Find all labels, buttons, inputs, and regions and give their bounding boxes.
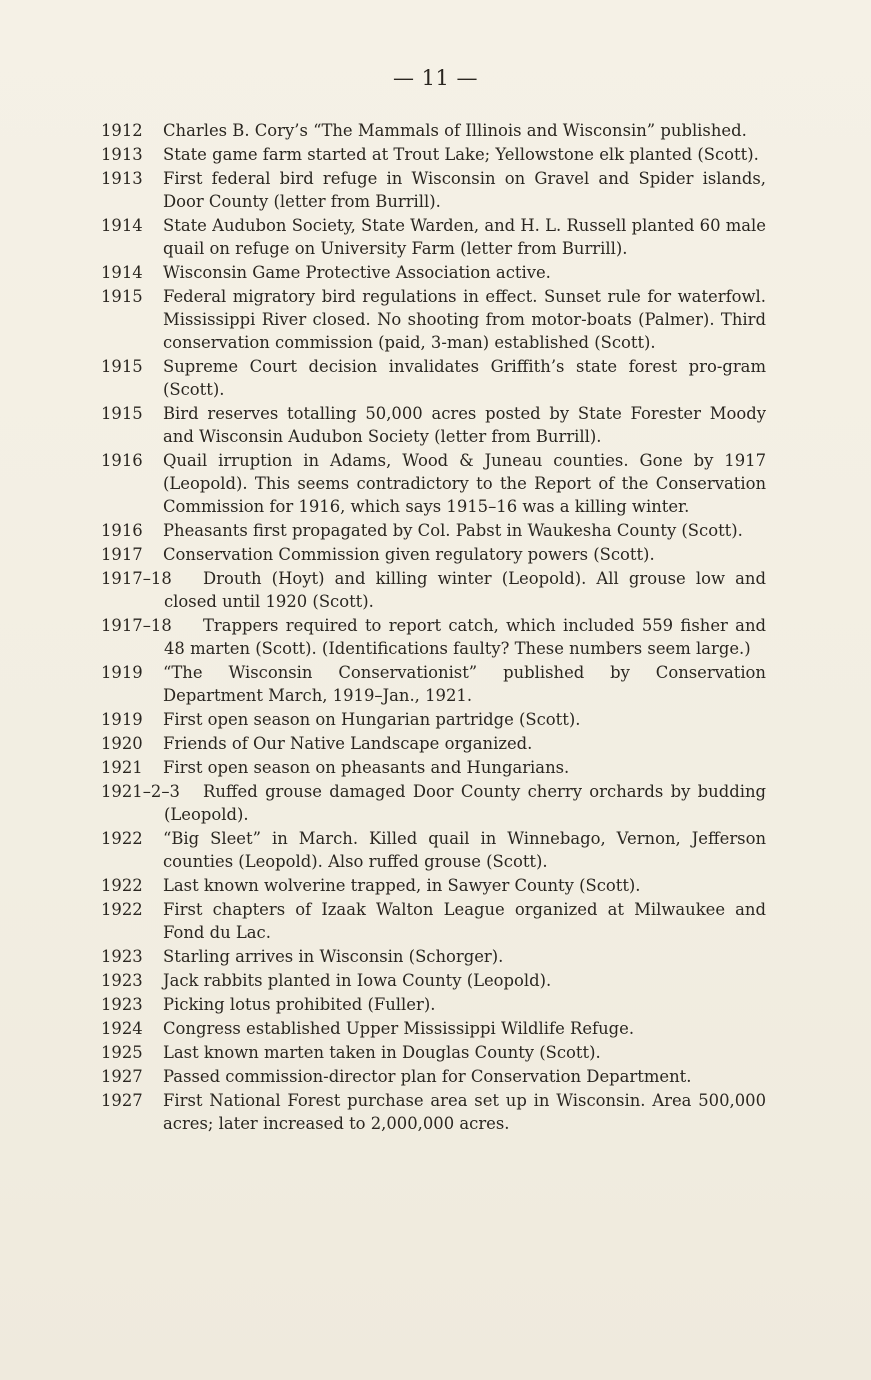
entry-year: 1923 (101, 947, 143, 966)
entry-year: 1927 (101, 1091, 143, 1110)
entry-year: 1914 (101, 263, 143, 282)
page-number: — 11 — (392, 66, 479, 90)
chronology-entry (101, 543, 766, 566)
entry-year: 1914 (101, 216, 143, 235)
chronology-entry (101, 661, 766, 707)
entry-year: 1917–18 (101, 569, 172, 588)
chronology-entry (101, 780, 766, 826)
entry-text: Ruffed grouse damaged Door County cherry orchards by budding (Leopold). (164, 782, 766, 824)
entry-text: Last known marten taken in Douglas County (Scott). (163, 1043, 601, 1062)
entry-year: 1923 (101, 971, 143, 990)
entry-text: Starling arrives in Wisconsin (Schorger). (163, 947, 504, 966)
entry-year: 1923 (101, 995, 143, 1014)
entry-text: Last known wolverine trapped, in Sawyer County (Scott). (163, 876, 641, 895)
entry-year: 1922 (101, 900, 143, 919)
entry-year: 1919 (101, 663, 143, 682)
entry-year: 1915 (101, 357, 143, 376)
entry-text: State Audubon Society, State Warden, and H. L. Russell planted 60 male quail on refuge on University Farm (letter from Burrill). (163, 216, 766, 258)
entry-year: 1912 (101, 121, 143, 140)
entry-year: 1921–2–3 (101, 782, 180, 801)
entry-year: 1916 (101, 451, 143, 470)
entry-text: Quail irruption in Adams, Wood & Juneau counties. Gone by 1917 (Leopold). This seems contradictory to the Report of the Conservation Commission for 1916, which says 1915–16 was a killing winter. (163, 451, 766, 516)
entry-year: 1920 (101, 734, 143, 753)
entry-year: 1913 (101, 145, 143, 164)
chronology-entry (101, 898, 766, 944)
chronology-entry (101, 214, 766, 260)
chronology-entry (101, 402, 766, 448)
entry-text: Congress established Upper Mississippi Wildlife Refuge. (163, 1019, 635, 1038)
entry-text: Conservation Commission given regulatory powers (Scott). (163, 545, 655, 564)
entry-year: 1922 (101, 876, 143, 895)
entry-text: First open season on pheasants and Hungarians. (163, 758, 570, 777)
entry-text: Bird reserves totalling 50,000 acres posted by State Forester Moody and Wisconsin Audubon Society (letter from Burrill). (163, 404, 766, 446)
entry-text: First National Forest purchase area set up in Wisconsin. Area 500,000 acres; later increased to 2,000,000 acres. (163, 1091, 766, 1133)
entry-year: 1913 (101, 169, 143, 188)
chronology-entry (101, 1089, 766, 1135)
entry-text: Charles B. Cory’s “The Mammals of Illinois and Wisconsin” published. (163, 121, 747, 140)
entry-year: 1919 (101, 710, 143, 729)
entry-year: 1921 (101, 758, 143, 777)
entry-year: 1915 (101, 404, 143, 423)
chronology-entry (101, 355, 766, 401)
entry-year: 1922 (101, 829, 143, 848)
chronology-entry (101, 614, 766, 660)
chronology-entry (101, 827, 766, 873)
entry-text: Trappers required to report catch, which included 559 fisher and 48 marten (Scott). (Identifications faulty? These numbers seem large.) (164, 616, 766, 658)
chronology-entry (101, 285, 766, 354)
entry-text: State game farm started at Trout Lake; Yellowstone elk planted (Scott). (163, 145, 759, 164)
entry-year: 1917–18 (101, 616, 172, 635)
entry-text: Supreme Court decision invalidates Griffith’s state forest pro-gram (Scott). (163, 357, 766, 399)
chronology-entry (101, 993, 766, 1016)
entry-year: 1925 (101, 1043, 143, 1062)
entry-text: Wisconsin Game Protective Association active. (163, 263, 551, 282)
chronology-entry (101, 567, 766, 613)
entry-text: Federal migratory bird regulations in effect. Sunset rule for waterfowl. Mississippi River closed. No shooting from motor-boats (Palmer). Third conservation commission (paid, 3-man) established (Scott). (163, 287, 766, 352)
chronology-entry (101, 167, 766, 213)
entry-text: Drouth (Hoyt) and killing winter (Leopold). All grouse low and closed until 1920 (Scott). (164, 569, 766, 611)
entry-text: “The Wisconsin Conservationist” published by Conservation Department March, 1919–Jan., 1921. (163, 663, 766, 705)
entry-text: Picking lotus prohibited (Fuller). (163, 995, 436, 1014)
chronology-entry (101, 449, 766, 518)
entry-text: “Big Sleet” in March. Killed quail in Winnebago, Vernon, Jefferson counties (Leopold). Also ruffed grouse (Scott). (163, 829, 766, 871)
chronology-entry (101, 945, 766, 968)
chronology-entry (101, 119, 766, 142)
entry-text: Pheasants first propagated by Col. Pabst in Waukesha County (Scott). (163, 521, 743, 540)
chronology-entry (101, 732, 766, 755)
chronology-entry (101, 1041, 766, 1064)
chronology-entry (101, 261, 766, 284)
entry-text: First chapters of Izaak Walton League organized at Milwaukee and Fond du Lac. (163, 900, 766, 942)
entry-year: 1924 (101, 1019, 143, 1038)
chronology-entry (101, 874, 766, 897)
entry-year: 1915 (101, 287, 143, 306)
entry-text: Jack rabbits planted in Iowa County (Leopold). (163, 971, 552, 990)
chronology-entry (101, 969, 766, 992)
chronology-entry (101, 519, 766, 542)
entry-text: First open season on Hungarian partridge (Scott). (163, 710, 581, 729)
entry-text: Passed commission-director plan for Conservation Department. (163, 1067, 692, 1086)
entry-text: Friends of Our Native Landscape organized. (163, 734, 533, 753)
chronology-entry (101, 708, 766, 731)
chronology-entry (101, 143, 766, 166)
entry-year: 1916 (101, 521, 143, 540)
chronology-entry (101, 1017, 766, 1040)
chronology-list (101, 119, 766, 1136)
chronology-entry (101, 1065, 766, 1088)
entry-text: First federal bird refuge in Wisconsin on Gravel and Spider islands, Door County (letter from Burrill). (163, 169, 766, 211)
entry-year: 1917 (101, 545, 143, 564)
chronology-entry (101, 756, 766, 779)
entry-year: 1927 (101, 1067, 143, 1086)
